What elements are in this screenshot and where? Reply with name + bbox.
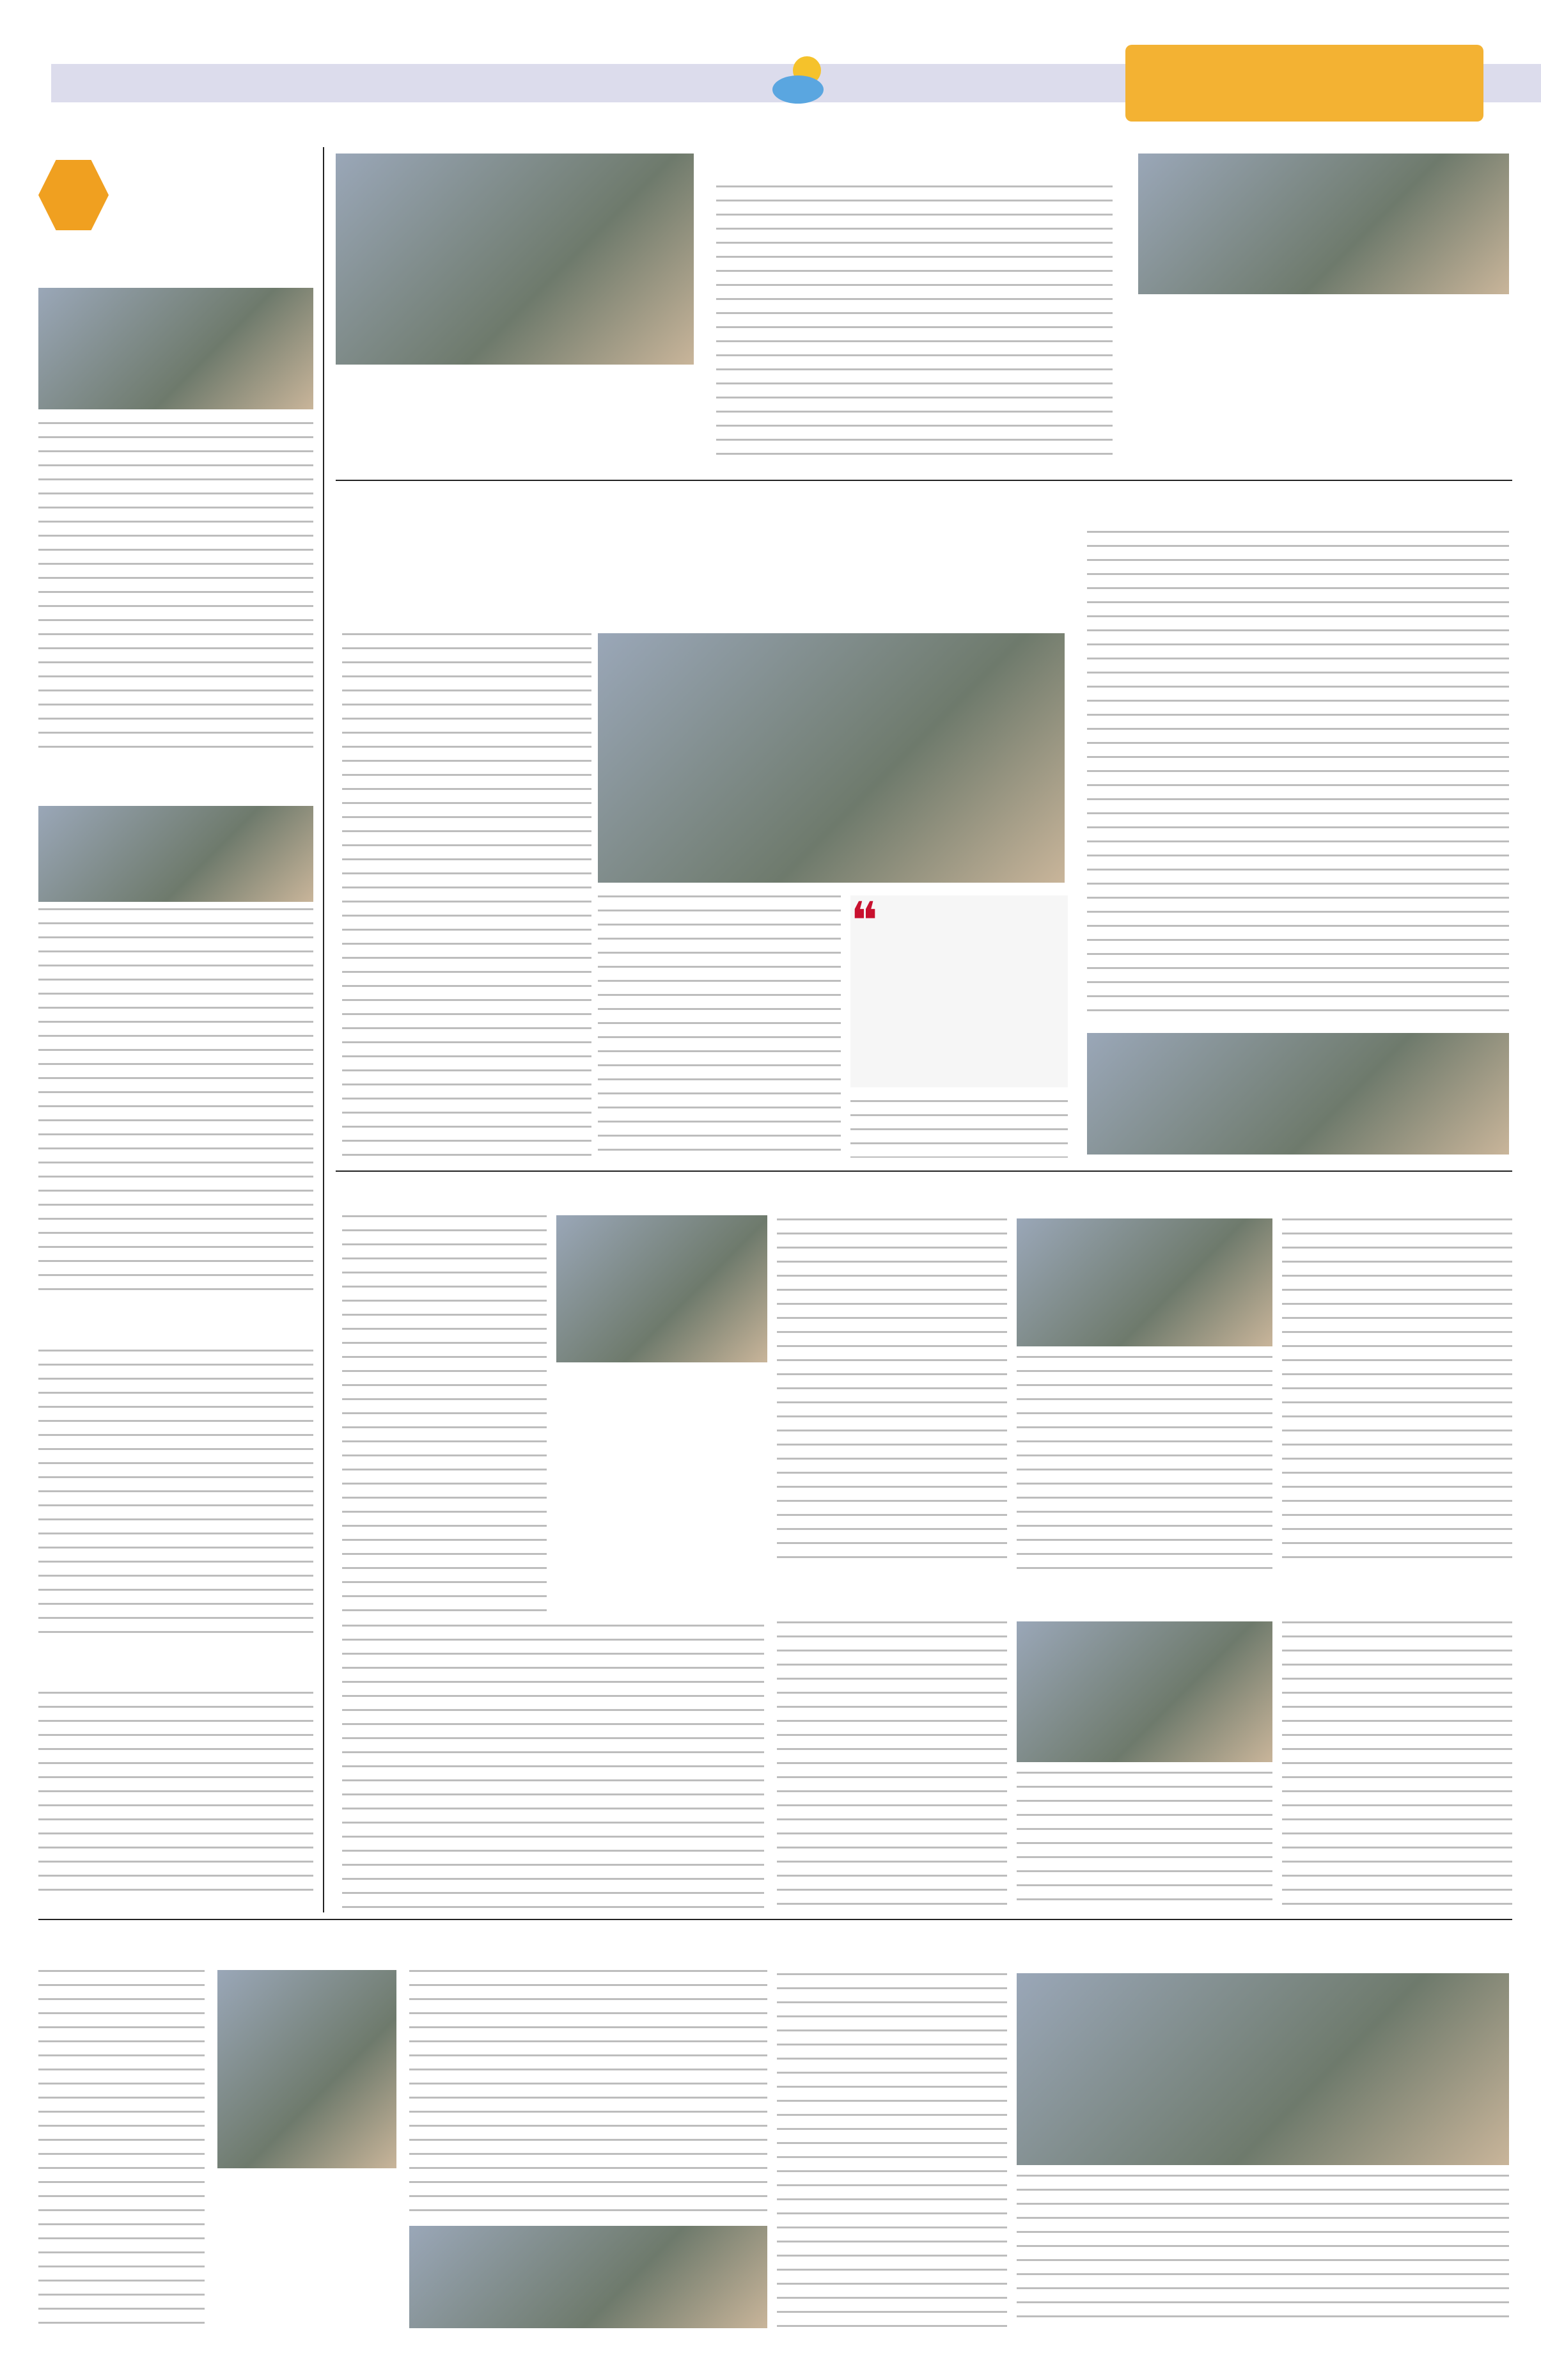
kirusuddi-item3-body <box>38 1350 313 1644</box>
kirusuddi-item4-body <box>38 1692 313 1903</box>
kirusuddi-photo-1 <box>38 288 313 409</box>
row-divider-2 <box>336 1170 1512 1172</box>
book-body-1 <box>777 1621 1007 1909</box>
partly-cloudy-icon <box>767 51 838 109</box>
main-quote-box <box>850 891 1068 1087</box>
road-body-2 <box>342 1625 764 1912</box>
environment-photo <box>409 2226 767 2328</box>
quote-mark-icon: ❝ <box>850 891 879 950</box>
road-photo <box>556 1215 767 1362</box>
demands-body <box>1087 531 1509 1023</box>
teachers-body <box>716 185 1113 467</box>
book-body-3 <box>1282 1621 1512 1909</box>
health-body-2 <box>1017 2175 1509 2328</box>
demands-photo <box>1087 1033 1509 1155</box>
book-body-2 <box>1017 1772 1272 1909</box>
kirusuddi-item2-body <box>38 908 313 1298</box>
environment-body <box>409 1970 767 2213</box>
teachers-photo <box>336 154 694 365</box>
main-body-col1 <box>342 633 591 1158</box>
kirusuddi-item1-body <box>38 422 313 755</box>
health-photo <box>1017 1973 1509 2165</box>
psi-body-2 <box>1017 1356 1272 1570</box>
kirusuddi-icon <box>38 160 109 230</box>
health-body-1 <box>777 1973 1007 2328</box>
psi-body-1 <box>777 1218 1007 1570</box>
main-body-col2 <box>598 895 841 1158</box>
row-divider <box>336 480 1512 481</box>
column-divider <box>323 147 324 1912</box>
psi-body-3 <box>1282 1218 1512 1570</box>
main-photo <box>598 633 1065 883</box>
row-divider-3 <box>38 1919 1512 1920</box>
kannada-award-photo <box>217 1970 396 2168</box>
psi-photo <box>1017 1218 1272 1346</box>
newspaper-logo <box>1125 45 1483 122</box>
book-photo <box>1017 1621 1272 1762</box>
kirusuddi-photo-2 <box>38 806 313 902</box>
kannada-award-body <box>38 1970 205 2328</box>
main-body-col3 <box>850 1100 1068 1158</box>
bank-photo <box>1138 154 1509 294</box>
road-body-1 <box>342 1215 547 1612</box>
